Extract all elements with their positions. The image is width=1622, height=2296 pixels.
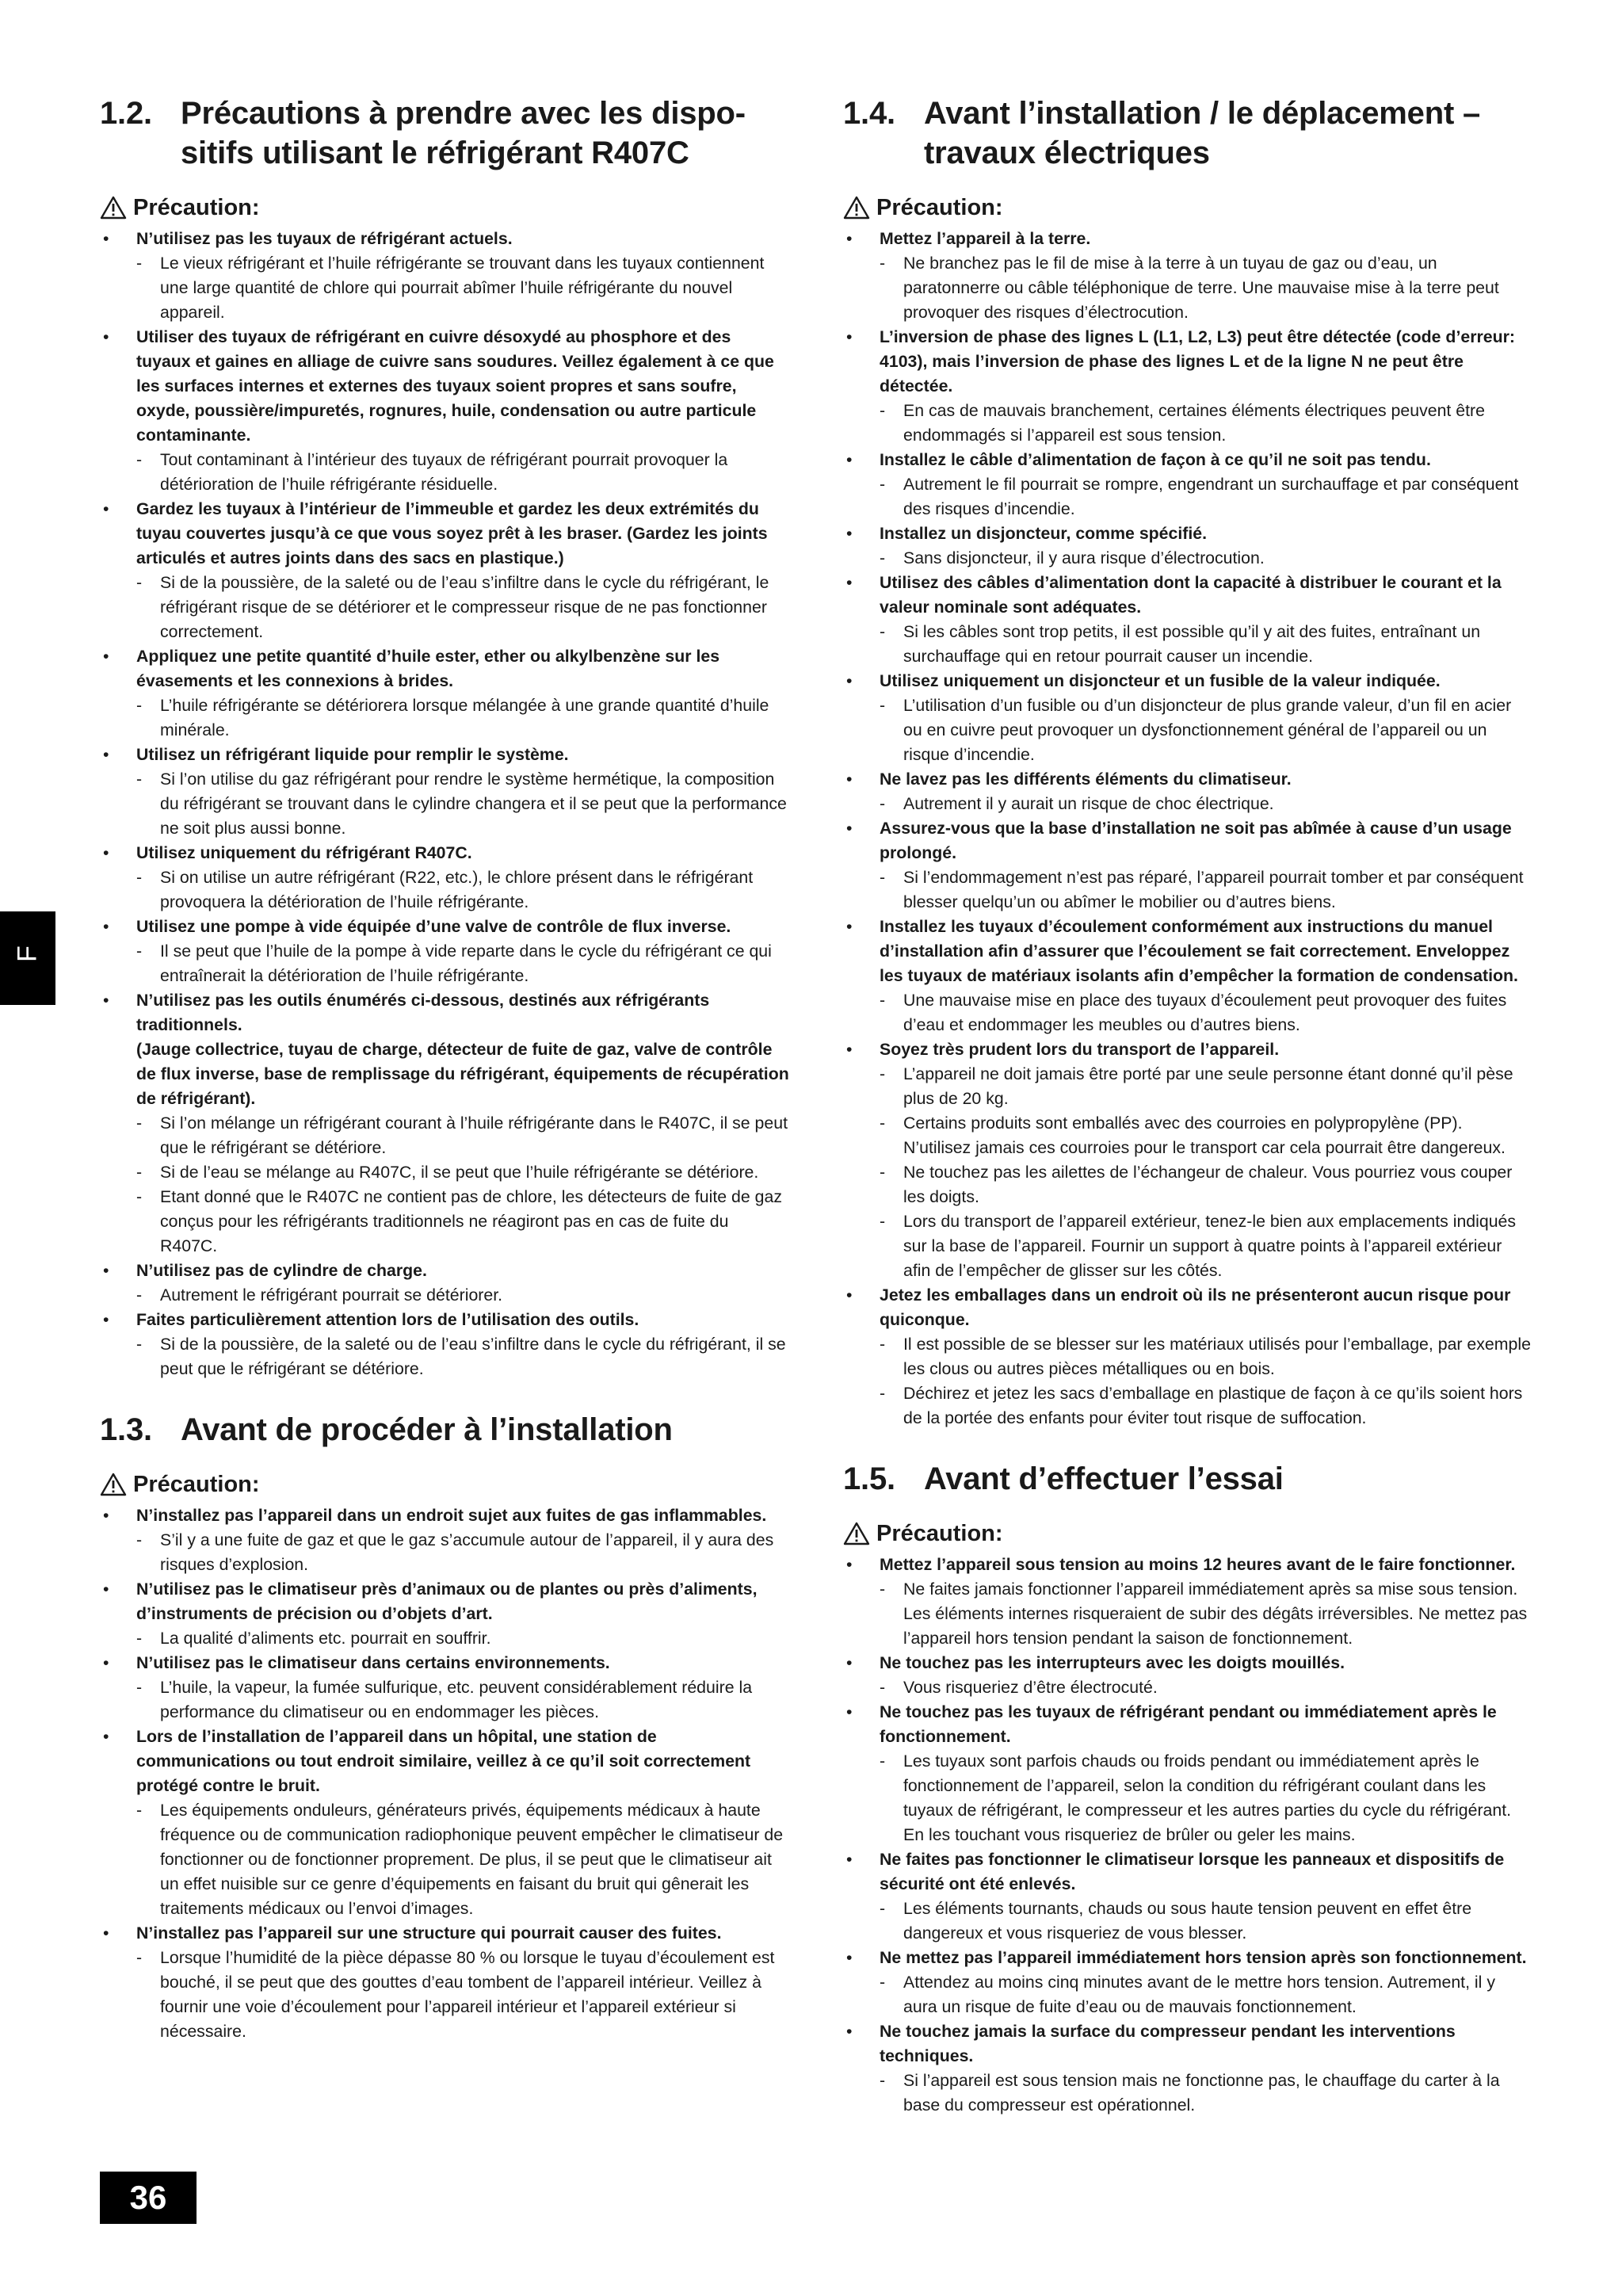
bullet-icon: • <box>103 917 109 936</box>
item-detail <box>880 2069 1532 2118</box>
dash-icon: - <box>880 1752 886 1771</box>
caution-heading <box>843 1519 1532 1548</box>
item-detail-text: Si de l’eau se mélange au R407C, il se peut que l’huile réfrigérante se détériore. <box>160 1163 759 1182</box>
language-tab-label: F <box>12 946 43 962</box>
dash-icon: - <box>136 868 143 887</box>
item-heading: Utilisez un réfrigérant liquide pour remplir le système. <box>136 745 569 764</box>
caution-label: Précaution: <box>876 195 1003 220</box>
dash-icon: - <box>880 622 886 641</box>
bullet-icon: • <box>846 524 853 543</box>
item-detail-text: L’utilisation d’un fusible ou d’un disjoncteur de plus grande valeur, d’un fil en acier ou en cuivre peut provoquer un dysfonctionnement général de l’appareil ou un risque d’incendie. <box>903 696 1512 764</box>
dash-icon: - <box>136 1163 143 1182</box>
bullet-icon: • <box>846 1850 853 1869</box>
caution-heading <box>100 193 789 222</box>
item-detail-text: L’huile réfrigérante se détériorera lorsque mélangée à une grande quantité d’huile minérale. <box>160 696 769 739</box>
item-heading: Gardez les tuyaux à l’intérieur de l’immeuble et gardez les deux extrémités du tuyau couvertes jusqu’à ce que vous soyez prêt à les braser. (Gardez les joints articulés et autres joints dans des sacs en plastique.) <box>136 499 768 567</box>
dash-icon: - <box>880 548 886 567</box>
bullet-icon: • <box>846 1555 853 1574</box>
list-item <box>843 669 1532 767</box>
section-1-4 <box>843 94 1532 1431</box>
bullet-icon: • <box>846 1040 853 1059</box>
list-item <box>843 767 1532 816</box>
bullet-icon: • <box>846 1948 853 1967</box>
dash-icon: - <box>136 696 143 715</box>
section-number: 1.5. <box>843 1461 895 1496</box>
item-detail-text: Si l’on utilise du gaz réfrigérant pour rendre le système hermétique, la composition du réfrigérant se trouvant dans le cylindre changera et il se peut que la performance ne soit plus aussi bonne. <box>160 770 787 838</box>
right-column <box>843 94 1532 2146</box>
item-detail <box>880 472 1532 521</box>
item-heading: Assurez-vous que la base d’installation ne soit pas abîmée à cause d’un usage prolongé. <box>880 819 1512 862</box>
dash-icon: - <box>136 770 143 789</box>
bullet-icon: • <box>103 647 109 666</box>
list-item <box>843 1037 1532 1283</box>
item-detail <box>880 988 1532 1037</box>
list-item <box>100 644 789 743</box>
dash-icon: - <box>136 573 143 592</box>
item-detail <box>136 693 789 743</box>
item-detail-text: Si les câbles sont trop petits, il est possible qu’il y ait des fuites, entraînant un surchauffage qui en retour pourrait causer un incendie. <box>903 622 1481 666</box>
item-detail <box>136 251 789 325</box>
item-detail-text: Autrement le réfrigérant pourrait se détériorer. <box>160 1286 503 1305</box>
caution-label: Précaution: <box>876 1521 1003 1546</box>
dash-icon: - <box>136 1801 143 1820</box>
item-detail-text: Les tuyaux sont parfois chauds ou froids pendant ou immédiatement après le fonctionnement de l’appareil, selon la condition du réfrigérant coulant dans les tuyaux de réfrigérant, le compresseur et les autres parties du cycle du réfrigérant. En les touchant vous risqueriez de brûler ou geler les mains. <box>903 1752 1512 1844</box>
item-detail <box>136 767 789 841</box>
dash-icon: - <box>880 868 886 887</box>
item-heading: Lors de l’installation de l’appareil dans un hôpital, une station de communications ou tout endroit similaire, veillez à ce qu’il soit correctement protégé contre le bruit. <box>136 1727 751 1795</box>
item-detail-text: Attendez au moins cinq minutes avant de le mettre hors tension. Autrement, il y aura un risque de fuite d’eau ou de mauvais fonctionnement. <box>903 1973 1495 2016</box>
item-heading: Mettez l’appareil sous tension au moins 12 heures avant de le faire fonctionner. <box>880 1555 1516 1574</box>
list-item <box>100 915 789 988</box>
item-heading: Utilisez des câbles d’alimentation dont la capacité à distribuer le courant et la valeur nominale sont adéquates. <box>880 573 1502 617</box>
list-item <box>843 2019 1532 2118</box>
item-detail-text: Autrement le fil pourrait se rompre, engendrant un surchauffage et par conséquent des risques d’incendie. <box>903 475 1519 518</box>
dash-icon: - <box>880 1212 886 1231</box>
item-detail <box>136 571 789 644</box>
item-detail <box>880 1897 1532 1946</box>
dash-icon: - <box>136 1286 143 1305</box>
item-detail-text: Tout contaminant à l’intérieur des tuyaux de réfrigérant pourrait provoquer la détérioration de l’huile réfrigérante résiduelle. <box>160 450 728 494</box>
item-detail-text: Le vieux réfrigérant et l’huile réfrigérante se trouvant dans les tuyaux contiennent une large quantité de chlore qui pourrait abîmer l’huile réfrigérante du nouvel appareil. <box>160 254 765 322</box>
section-title <box>100 94 789 173</box>
item-detail <box>880 865 1532 915</box>
section-title-text: Avant de procéder à l’installation <box>181 1412 673 1447</box>
item-detail <box>136 1111 789 1160</box>
bullet-icon: • <box>846 917 853 936</box>
precaution-list <box>843 227 1532 1431</box>
item-detail-text: Les équipements onduleurs, générateurs privés, équipements médicaux à haute fréquence ou de communication radiophonique peuvent empêcher le climatiseur de fonctionner ou de fonctionner proprement. De plus, il se peut que le climatiseur ait un effet nuisible sur ce genre d’équipements en faisant du bruit qui gênerait les traitements médicaux ou l’envoi d’images. <box>160 1801 784 1918</box>
item-detail-text: La qualité d’aliments etc. pourrait en souffrir. <box>160 1629 491 1648</box>
bullet-icon: • <box>103 843 109 862</box>
item-detail-text: Si l’endommagement n’est pas réparé, l’appareil pourrait tomber et par conséquent blesser quelqu’un ou abîmer le mobilier ou d’autres biens. <box>903 868 1524 911</box>
item-detail-text: L’appareil ne doit jamais être porté par une seule personne étant donné qu’il pèse plus de 20 kg. <box>903 1064 1513 1108</box>
dash-icon: - <box>880 1899 886 1918</box>
warning-icon <box>843 1522 870 1545</box>
bullet-icon: • <box>846 770 853 789</box>
list-item <box>100 1577 789 1651</box>
item-heading: Utiliser des tuyaux de réfrigérant en cuivre désoxydé au phosphore et des tuyaux et gaines en alliage de cuivre sans soudures. Veillez également à ce que les surfaces internes et externes des tuyaux soient propres et sans soufre, oxyde, poussière/impuretés, rognures, huile, condensation ou autre particule contaminante. <box>136 327 774 445</box>
bullet-icon: • <box>846 2022 853 2041</box>
bullet-icon: • <box>846 573 853 592</box>
dash-icon: - <box>136 450 143 469</box>
section-title-text: Précautions à prendre avec les dispo-sitifs utilisant le réfrigérant R407C <box>181 96 746 170</box>
item-heading: Soyez très prudent lors du transport de l’appareil. <box>880 1040 1280 1059</box>
item-detail <box>880 1749 1532 1847</box>
item-detail <box>136 448 789 497</box>
item-heading: N’utilisez pas de cylindre de charge. <box>136 1261 427 1280</box>
item-heading: Ne faites pas fonctionner le climatiseur lorsque les panneaux et dispositifs de sécurité ont été enlevés. <box>880 1850 1505 1893</box>
item-detail <box>136 939 789 988</box>
dash-icon: - <box>880 1064 886 1083</box>
item-detail <box>880 1062 1532 1111</box>
bullet-icon: • <box>103 1924 109 1943</box>
item-detail-text: Si de la poussière, de la saleté ou de l’eau s’infiltre dans le cycle du réfrigérant, le réfrigérant risque de se détériorer et le compresseur risque de ne pas fonctionner correctement. <box>160 573 769 641</box>
item-detail-text: Vous risqueriez d’être électrocuté. <box>903 1678 1158 1697</box>
warning-icon <box>843 196 870 220</box>
list-item <box>100 325 789 497</box>
list-item <box>100 1308 789 1381</box>
list-item <box>100 1725 789 1921</box>
list-item <box>843 1553 1532 1651</box>
item-detail-text: Ne touchez pas les ailettes de l’échangeur de chaleur. Vous pourriez vous couper les doigts. <box>903 1163 1513 1206</box>
language-side-tab <box>0 911 55 1005</box>
list-item <box>100 743 789 841</box>
bullet-icon: • <box>846 450 853 469</box>
item-detail <box>880 1381 1532 1431</box>
section-number: 1.2. <box>100 96 152 131</box>
precaution-list <box>100 227 789 1381</box>
item-detail <box>136 865 789 915</box>
warning-icon <box>100 196 127 220</box>
item-heading: Utilisez une pompe à vide équipée d’une valve de contrôle de flux inverse. <box>136 917 731 936</box>
list-item <box>843 1847 1532 1946</box>
section-1-5 <box>843 1459 1532 2118</box>
item-detail <box>136 1528 789 1577</box>
dash-icon: - <box>136 1335 143 1354</box>
dash-icon: - <box>880 1114 886 1133</box>
item-heading: Ne lavez pas les différents éléments du climatiseur. <box>880 770 1292 789</box>
item-detail-text: Déchirez et jetez les sacs d’emballage en plastique de façon à ce qu’ils soient hors de la portée des enfants pour éviter tout risque de suffocation. <box>903 1384 1523 1427</box>
dash-icon: - <box>880 475 886 494</box>
item-detail-text: Les éléments tournants, chauds ou sous haute tension peuvent en effet être dangereux et vous risqueriez de vous blesser. <box>903 1899 1472 1943</box>
dash-icon: - <box>880 794 886 813</box>
list-item <box>843 915 1532 1037</box>
dash-icon: - <box>880 1678 886 1697</box>
item-detail-text: Ne faites jamais fonctionner l’appareil immédiatement après sa mise sous tension. Les éléments internes risqueraient de subir des dégâts irréversibles. Ne mettez pas l’appareil hors tension pendant la saison de fonctionnement. <box>903 1580 1528 1648</box>
item-detail-text: Lors du transport de l’appareil extérieur, tenez-le bien aux emplacements indiqués sur la base de l’appareil. Fournir un support à quatre points à l’appareil extérieur afin de l’empêcher de glisser sur les côtés. <box>903 1212 1517 1280</box>
item-heading: L’inversion de phase des lignes L (L1, L2, L3) peut être détectée (code d’erreur: 4103), mais l’inversion de phase des lignes L et de la ligne N ne peut être détectée. <box>880 327 1516 395</box>
item-detail <box>880 1111 1532 1160</box>
bullet-icon: • <box>846 229 853 248</box>
item-detail <box>136 1332 789 1381</box>
dash-icon: - <box>136 254 143 273</box>
dash-icon: - <box>880 1163 886 1182</box>
item-detail <box>880 1209 1532 1283</box>
item-detail-text: En cas de mauvais branchement, certaines éléments électriques peuvent être endommagés si l’appareil est sous tension. <box>903 401 1485 445</box>
item-detail <box>880 1577 1532 1651</box>
item-detail <box>880 399 1532 448</box>
item-detail <box>880 1160 1532 1209</box>
item-detail-text: Etant donné que le R407C ne contient pas de chlore, les détecteurs de fuite de gaz conçus pour les réfrigérants traditionnels ne réagiront pas en cas de fuite du R407C. <box>160 1187 782 1255</box>
precaution-list <box>843 1553 1532 2118</box>
item-detail <box>880 693 1532 767</box>
item-detail-text: Si l’appareil est sous tension mais ne fonctionne pas, le chauffage du carter à la base du compresseur est opérationnel. <box>903 2071 1500 2115</box>
item-heading: Installez les tuyaux d’écoulement conformément aux instructions du manuel d’installation afin d’assurer que l’écoulement se fait correctement. Enveloppez les tuyaux de matériaux isolants afin d’empêcher la formation de condensation. <box>880 917 1518 985</box>
section-title <box>100 1410 789 1450</box>
dash-icon: - <box>880 1580 886 1599</box>
item-detail <box>136 1283 789 1308</box>
list-item <box>843 1700 1532 1847</box>
item-heading: N’installez pas l’appareil sur une structure qui pourrait causer des fuites. <box>136 1924 722 1943</box>
item-detail <box>880 251 1532 325</box>
item-detail <box>880 1675 1532 1700</box>
item-heading: Utilisez uniquement un disjoncteur et un fusible de la valeur indiquée. <box>880 671 1441 690</box>
item-heading: Mettez l’appareil à la terre. <box>880 229 1091 248</box>
list-item <box>100 1651 789 1725</box>
item-heading: N’utilisez pas les outils énumérés ci-dessous, destinés aux réfrigérants traditionnels. <box>136 991 710 1034</box>
item-detail-text: Il se peut que l’huile de la pompe à vide reparte dans le cycle du réfrigérant ce qui entraînerait la détérioration de l’huile réfrigérante. <box>160 942 772 985</box>
section-1-2 <box>100 94 789 1381</box>
item-detail-text: Si l’on mélange un réfrigérant courant à l’huile réfrigérante dans le R407C, il se peut que le réfrigérant se détériore. <box>160 1114 788 1157</box>
dash-icon: - <box>136 1114 143 1133</box>
bullet-icon: • <box>846 1286 853 1305</box>
dash-icon: - <box>880 254 886 273</box>
item-detail-text: S’il y a une fuite de gaz et que le gaz s’accumule autour de l’appareil, il y aura des risques d’explosion. <box>160 1530 774 1574</box>
bullet-icon: • <box>846 671 853 690</box>
bullet-icon: • <box>846 1653 853 1672</box>
list-item <box>843 1283 1532 1431</box>
item-heading: Utilisez uniquement du réfrigérant R407C. <box>136 843 472 862</box>
item-heading: N’utilisez pas le climatiseur près d’animaux ou de plantes ou près d’aliments, d’instruments de précision ou d’objets d’art. <box>136 1580 758 1623</box>
dash-icon: - <box>880 696 886 715</box>
caution-heading <box>100 1470 789 1499</box>
bullet-icon: • <box>103 1310 109 1329</box>
bullet-icon: • <box>846 1702 853 1721</box>
precaution-list <box>100 1503 789 2044</box>
list-item <box>843 1651 1532 1700</box>
item-detail <box>880 792 1532 816</box>
item-heading: Faites particulièrement attention lors de l’utilisation des outils. <box>136 1310 639 1329</box>
caution-label: Précaution: <box>133 195 260 220</box>
section-title-text: Avant l’installation / le déplacement – travaux électriques <box>924 96 1481 170</box>
bullet-icon: • <box>103 1653 109 1672</box>
item-detail <box>136 1160 789 1185</box>
item-heading: N’installez pas l’appareil dans un endroit sujet aux fuites de gas inflammables. <box>136 1506 767 1525</box>
list-item <box>843 227 1532 325</box>
caution-label: Précaution: <box>133 1472 260 1497</box>
bullet-icon: • <box>103 991 109 1010</box>
dash-icon: - <box>136 942 143 961</box>
list-item <box>100 1921 789 2044</box>
item-heading: Ne mettez pas l’appareil immédiatement hors tension après son fonctionnement. <box>880 1948 1527 1967</box>
warning-icon <box>100 1473 127 1496</box>
item-detail <box>880 1332 1532 1381</box>
dash-icon: - <box>136 1629 143 1648</box>
item-detail-text: Il est possible de se blesser sur les matériaux utilisés pour l’emballage, par exemple les clous ou autres pièces métalliques ou en bois. <box>903 1335 1531 1378</box>
list-item <box>843 816 1532 915</box>
item-detail-text: Sans disjoncteur, il y aura risque d’électrocution. <box>903 548 1265 567</box>
list-item <box>100 841 789 915</box>
dash-icon: - <box>880 2071 886 2090</box>
item-heading: Ne touchez jamais la surface du compresseur pendant les interventions techniques. <box>880 2022 1456 2065</box>
bullet-icon: • <box>846 819 853 838</box>
item-detail-text: Certains produits sont emballés avec des courroies en polypropylène (PP). N’utilisez jamais ces courroies pour le transport car cela pourrait être dangereux. <box>903 1114 1506 1157</box>
left-column <box>100 94 789 2073</box>
item-heading: Ne touchez pas les tuyaux de réfrigérant pendant ou immédiatement après le fonctionnement. <box>880 1702 1497 1746</box>
dash-icon: - <box>136 1187 143 1206</box>
bullet-icon: • <box>103 229 109 248</box>
bullet-icon: • <box>103 1261 109 1280</box>
item-heading: Installez le câble d’alimentation de façon à ce qu’il ne soit pas tendu. <box>880 450 1431 469</box>
item-detail-text: Une mauvaise mise en place des tuyaux d’écoulement peut provoquer des fuites d’eau et endommager les meubles ou d’autres biens. <box>903 991 1507 1034</box>
item-detail-text: Si de la poussière, de la saleté ou de l’eau s’infiltre dans le cycle du réfrigérant, il se peut que le réfrigérant se détériore. <box>160 1335 786 1378</box>
dash-icon: - <box>880 991 886 1010</box>
item-detail <box>880 1970 1532 2019</box>
section-title <box>843 1459 1532 1499</box>
list-item <box>843 571 1532 669</box>
item-detail <box>136 1626 789 1651</box>
item-detail-text: Autrement il y aurait un risque de choc électrique. <box>903 794 1274 813</box>
dash-icon: - <box>880 1335 886 1354</box>
item-detail-text: Lorsque l’humidité de la pièce dépasse 80 % ou lorsque le tuyau d’écoulement est bouché, il se peut que des gouttes d’eau tombent de l’appareil intérieur. Veillez à fournir une voie d’écoulement pour l’appareil intérieur et l’appareil extérieur si nécessaire. <box>160 1948 775 2041</box>
item-detail <box>880 546 1532 571</box>
list-item <box>100 1259 789 1308</box>
item-heading: Appliquez une petite quantité d’huile ester, ether ou alkylbenzène sur les évasements et les connexions à brides. <box>136 647 720 690</box>
item-heading: Installez un disjoncteur, comme spécifié. <box>880 524 1208 543</box>
section-number: 1.4. <box>843 96 895 131</box>
item-heading: N’utilisez pas les tuyaux de réfrigérant actuels. <box>136 229 513 248</box>
section-title-text: Avant d’effectuer l’essai <box>924 1461 1284 1496</box>
dash-icon: - <box>136 1948 143 1967</box>
section-1-3 <box>100 1410 789 2044</box>
dash-icon: - <box>136 1678 143 1697</box>
list-item <box>843 448 1532 521</box>
list-item <box>100 227 789 325</box>
bullet-icon: • <box>103 1727 109 1746</box>
item-detail-text: L’huile, la vapeur, la fumée sulfurique, etc. peuvent considérablement réduire la performance du climatiseur ou en endommager les pièces. <box>160 1678 753 1721</box>
dash-icon: - <box>880 401 886 420</box>
item-subheading: (Jauge collectrice, tuyau de charge, détecteur de fuite de gaz, valve de contrôle de flux inverse, base de remplissage du réfrigérant, équipements de récupération de réfrigérant). <box>136 1040 789 1108</box>
bullet-icon: • <box>103 745 109 764</box>
section-title <box>843 94 1532 173</box>
list-item <box>843 325 1532 448</box>
item-detail <box>136 1675 789 1725</box>
list-item <box>100 988 789 1259</box>
item-heading: Jetez les emballages dans un endroit où ils ne présenteront aucun risque pour quiconque. <box>880 1286 1511 1329</box>
item-heading: N’utilisez pas le climatiseur dans certains environnements. <box>136 1653 610 1672</box>
item-detail <box>880 620 1532 669</box>
item-heading: Ne touchez pas les interrupteurs avec les doigts mouillés. <box>880 1653 1345 1672</box>
section-number: 1.3. <box>100 1412 152 1447</box>
bullet-icon: • <box>846 327 853 346</box>
bullet-icon: • <box>103 1506 109 1525</box>
list-item <box>100 497 789 644</box>
dash-icon: - <box>880 1384 886 1403</box>
list-item <box>843 1946 1532 2019</box>
bullet-icon: • <box>103 499 109 518</box>
item-detail <box>136 1185 789 1259</box>
item-detail-text: Ne branchez pas le fil de mise à la terre à un tuyau de gaz ou d’eau, un paratonnerre ou câble téléphonique de terre. Une mauvaise mise à la terre peut provoquer des risques d’électrocution. <box>903 254 1499 322</box>
list-item <box>843 521 1532 571</box>
item-detail <box>136 1798 789 1921</box>
dash-icon: - <box>880 1973 886 1992</box>
caution-heading <box>843 193 1532 222</box>
page-number: 36 <box>100 2172 197 2224</box>
list-item <box>100 1503 789 1577</box>
bullet-icon: • <box>103 1580 109 1599</box>
bullet-icon: • <box>103 327 109 346</box>
item-detail-text: Si on utilise un autre réfrigérant (R22, etc.), le chlore présent dans le réfrigérant provoquera la détérioration de l’huile réfrigérante. <box>160 868 754 911</box>
dash-icon: - <box>136 1530 143 1549</box>
item-detail <box>136 1946 789 2044</box>
